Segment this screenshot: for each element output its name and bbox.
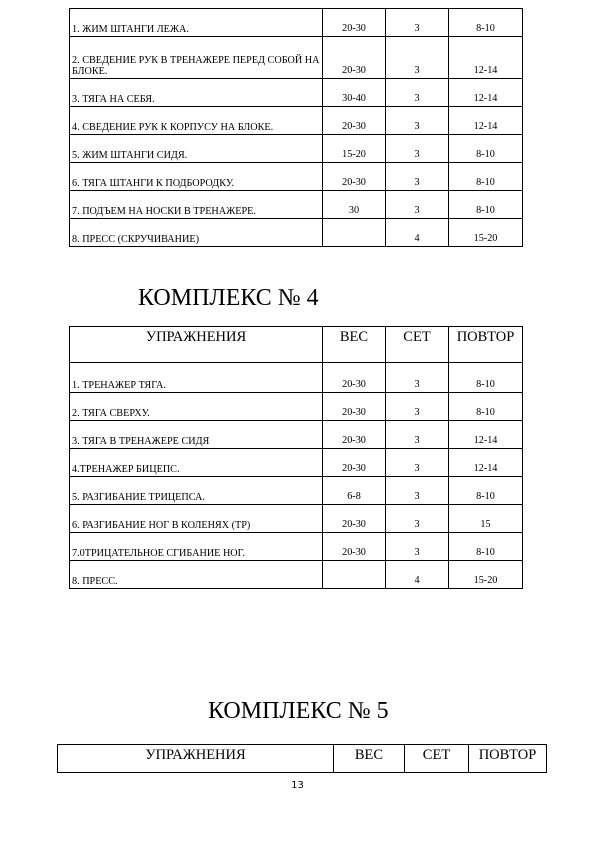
- sets-cell: 3: [386, 135, 449, 163]
- exercise-cell: 5. РАЗГИБАНИЕ ТРИЦЕПСА.: [70, 477, 323, 505]
- weight-cell: 20-30: [323, 533, 386, 561]
- sets-cell: 3: [386, 79, 449, 107]
- table-row: [70, 561, 523, 589]
- header-weight: ВЕС: [334, 745, 405, 773]
- table-row: [70, 533, 523, 561]
- reps-cell: 12-14: [449, 79, 523, 107]
- exercise-cell: 8. ПРЕСС.: [70, 561, 323, 589]
- header-exercise: УПРАЖНЕНИЯ: [70, 327, 323, 363]
- weight-cell: 20-30: [323, 449, 386, 477]
- exercise-cell: 1. ТРЕНАЖЕР ТЯГА.: [70, 363, 323, 393]
- sets-cell: 3: [386, 533, 449, 561]
- sets-cell: 3: [386, 191, 449, 219]
- complex-4-table: [69, 326, 523, 589]
- exercise-cell: 8. ПРЕСС (СКРУЧИВАНИЕ): [70, 219, 323, 247]
- weight-cell: 6-8: [323, 477, 386, 505]
- reps-cell: 12-14: [449, 107, 523, 135]
- weight-cell: 20-30: [323, 107, 386, 135]
- table-row: [70, 449, 523, 477]
- sets-cell: 3: [386, 505, 449, 533]
- weight-cell: 20-30: [323, 393, 386, 421]
- table-row: [70, 477, 523, 505]
- exercise-cell: 4. СВЕДЕНИЕ РУК К КОРПУСУ НА БЛОКЕ.: [70, 107, 323, 135]
- weight-cell: 20-30: [323, 37, 386, 79]
- reps-cell: 8-10: [449, 191, 523, 219]
- exercise-cell: 3. ТЯГА НА СЕБЯ.: [70, 79, 323, 107]
- reps-cell: 15: [449, 505, 523, 533]
- page-number: 13: [291, 780, 304, 791]
- weight-cell: 20-30: [323, 505, 386, 533]
- sets-cell: 4: [386, 219, 449, 247]
- exercise-cell: 2. ТЯГА СВЕРХУ.: [70, 393, 323, 421]
- reps-cell: 15-20: [449, 219, 523, 247]
- header-reps: ПОВТОР: [469, 745, 547, 773]
- header-sets: СЕТ: [386, 327, 449, 363]
- weight-cell: 20-30: [323, 421, 386, 449]
- complex-4-title: КОМПЛЕКС № 4: [138, 285, 319, 311]
- sets-cell: 4: [386, 561, 449, 589]
- weight-cell: 20-30: [323, 363, 386, 393]
- weight-cell: 30-40: [323, 79, 386, 107]
- header-exercise: УПРАЖНЕНИЯ: [58, 745, 334, 773]
- table-header-row: [70, 327, 523, 363]
- complex-5-title: КОМПЛЕКС № 5: [208, 698, 389, 724]
- sets-cell: 3: [386, 9, 449, 37]
- exercise-cell: 4.ТРЕНАЖЕР БИЦЕПС.: [70, 449, 323, 477]
- complex-5-table: [57, 744, 547, 773]
- exercise-cell: 5. ЖИМ ШТАНГИ СИДЯ.: [70, 135, 323, 163]
- weight-cell: 30: [323, 191, 386, 219]
- sets-cell: 3: [386, 477, 449, 505]
- reps-cell: 8-10: [449, 135, 523, 163]
- reps-cell: 12-14: [449, 449, 523, 477]
- sets-cell: 3: [386, 449, 449, 477]
- reps-cell: 8-10: [449, 363, 523, 393]
- table-row: [70, 37, 523, 79]
- reps-cell: 8-10: [449, 533, 523, 561]
- sets-cell: 3: [386, 363, 449, 393]
- reps-cell: 8-10: [449, 163, 523, 191]
- exercise-cell: 1. ЖИМ ШТАНГИ ЛЕЖА.: [70, 9, 323, 37]
- complex-3-table: [69, 8, 523, 247]
- complex-4-table-body: [70, 363, 523, 589]
- complex-3-table-body: [70, 9, 523, 247]
- table-row: [70, 505, 523, 533]
- table-row: [70, 219, 523, 247]
- table-row: [70, 9, 523, 37]
- table-row: [70, 135, 523, 163]
- exercise-cell: 7.0ТРИЦАТЕЛЬНОЕ СГИБАНИЕ НОГ.: [70, 533, 323, 561]
- weight-cell: [323, 219, 386, 247]
- exercise-cell: 6. РАЗГИБАНИЕ НОГ В КОЛЕНЯХ (ТР): [70, 505, 323, 533]
- exercise-cell: 7. ПОДЪЕМ НА НОСКИ В ТРЕНАЖЕРЕ.: [70, 191, 323, 219]
- table-row: [70, 421, 523, 449]
- reps-cell: 8-10: [449, 393, 523, 421]
- table-header-row: [58, 745, 547, 773]
- exercise-cell: 2. СВЕДЕНИЕ РУК В ТРЕНАЖЕРЕ ПЕРЕД СОБОЙ НА БЛОКЕ.: [70, 37, 323, 79]
- sets-cell: 3: [386, 421, 449, 449]
- reps-cell: 12-14: [449, 37, 523, 79]
- header-weight: ВЕС: [323, 327, 386, 363]
- table-row: [70, 191, 523, 219]
- reps-cell: 8-10: [449, 9, 523, 37]
- table-row: [70, 163, 523, 191]
- table-row: [70, 107, 523, 135]
- table-row: [70, 393, 523, 421]
- weight-cell: 20-30: [323, 9, 386, 37]
- reps-cell: 12-14: [449, 421, 523, 449]
- weight-cell: [323, 561, 386, 589]
- sets-cell: 3: [386, 107, 449, 135]
- reps-cell: 15-20: [449, 561, 523, 589]
- sets-cell: 3: [386, 393, 449, 421]
- table-row: [70, 79, 523, 107]
- exercise-cell: 3. ТЯГА В ТРЕНАЖЕРЕ СИДЯ: [70, 421, 323, 449]
- header-reps: ПОВТОР: [449, 327, 523, 363]
- weight-cell: 15-20: [323, 135, 386, 163]
- weight-cell: 20-30: [323, 163, 386, 191]
- header-sets: СЕТ: [405, 745, 469, 773]
- reps-cell: 8-10: [449, 477, 523, 505]
- table-row: [70, 363, 523, 393]
- exercise-cell: 6. ТЯГА ШТАНГИ К ПОДБОРОДКУ.: [70, 163, 323, 191]
- sets-cell: 3: [386, 163, 449, 191]
- sets-cell: 3: [386, 37, 449, 79]
